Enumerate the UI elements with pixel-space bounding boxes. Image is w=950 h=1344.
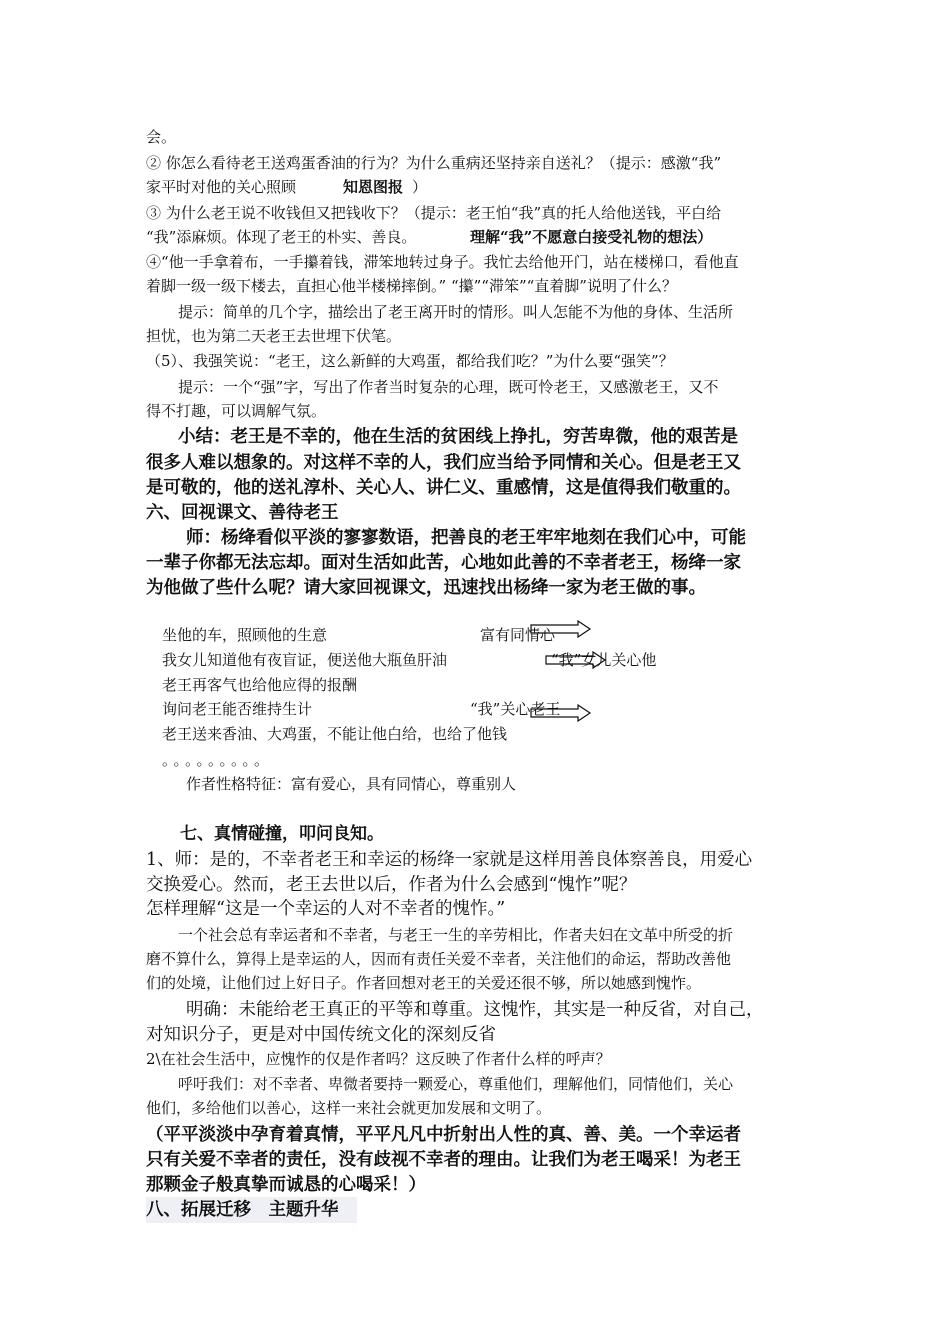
paragraph-text: 他们，多给他们以善心，这样一来社会就更加发展和文明了。 bbox=[146, 1099, 552, 1117]
ellipsis: 。。。。。。。。。 bbox=[162, 751, 274, 769]
list-item: 老王送来香油、大鸡蛋，不能让他白给，也给了他钱 bbox=[162, 725, 508, 743]
text-line: 会。 bbox=[146, 128, 177, 146]
arrow-icon bbox=[530, 704, 592, 722]
text-line: “我”添麻烦。体现了老王的朴实、善良。 bbox=[146, 228, 417, 246]
paragraph-text: 一个社会总有幸运者和不幸者，与老王一生的辛劳相比，作者夫妇在文革中所受的折 bbox=[178, 926, 734, 944]
list-label: “我”女儿关心他 bbox=[551, 651, 657, 669]
list-item: 我女儿知道他有夜盲证，便送他大瓶鱼肝油 bbox=[162, 651, 448, 669]
author-traits: 作者性格特征：富有爱心，具有同情心，尊重别人 bbox=[186, 775, 517, 793]
text-line: 担忧，也为第二天老王去世埋下伏笔。 bbox=[146, 327, 402, 345]
clarify-text: 对知识分子，更是对中国传统文化的深刻反省 bbox=[146, 1025, 496, 1045]
text-line: 怎样理解“这是一个幸运的人对不幸者的愧怍。” bbox=[146, 899, 506, 919]
section-heading-6: 六、回视课文、善待老王 bbox=[146, 503, 339, 523]
conclusion-text: （平平淡淡中孕育着真情，平平凡凡中折射出人性的真、善、美。一个幸运者 bbox=[146, 1125, 741, 1145]
list-item: 询问老王能否维持生计 bbox=[162, 700, 313, 718]
teacher-text: 师：杨绛看似平淡的寥寥数语，把善良的老王牢牢地刻在我们心中，可能 bbox=[186, 528, 746, 548]
paragraph-text: 们的处境，让他们过上好日子。作者回想对老王的关爱还很不够，所以她感到愧怍。 bbox=[146, 974, 702, 992]
list-label: 富有同情心 bbox=[480, 626, 556, 644]
summary-text: 是可敬的，他的送礼淳朴、关心人、讲仁义、重感情，这是值得我们敬重的。 bbox=[146, 478, 741, 498]
text-line: 家平时对他的关心照顾 bbox=[146, 178, 297, 196]
text-line: 交换爱心。然而，老王去世以后，作者为什么会感到“愧怍”呢？ bbox=[146, 875, 637, 895]
section-heading-8: 八、拓展迁移 主题升华 bbox=[146, 1197, 357, 1223]
text-line: 1、师：是的，不幸者老王和幸运的杨绛一家就是这样用善良体察善良，用爱心 bbox=[146, 850, 753, 870]
teacher-text: 一辈子你都无法忘却。面对生活如此苦，心地如此善的不幸者老王，杨绛一家 bbox=[146, 553, 741, 573]
hint-text: 提示：简单的几个字，描绘出了老王离开时的情形。叫人怎能不为他的身体、生活所 bbox=[178, 303, 734, 321]
summary-text: 小结：老王是不幸的，他在生活的贫困线上挣扎，穷苦卑微，他的艰苦是 bbox=[178, 427, 738, 447]
paragraph-text: 磨不算什么，算得上是幸运的人，因而有责任关爱不幸者，关注他们的命运，帮助改善他 bbox=[146, 950, 732, 968]
conclusion-text: 那颗金子般真挚而诚恳的心喝采！） bbox=[146, 1175, 426, 1195]
conclusion-text: 只有关爱不幸者的责任，没有歧视不幸者的理由。让我们为老王喝采！为老王 bbox=[146, 1150, 741, 1170]
list-label: “我”关心老王 bbox=[470, 700, 561, 718]
text-line: 得不打趣，可以调解气氛。 bbox=[146, 402, 327, 420]
clarify-text: 明确：未能给老王真正的平等和尊重。这愧怍，其实是一种反省，对自己， bbox=[186, 1000, 764, 1020]
question-4: ④“他一手拿着布，一手攥着钱，滞笨地转过身子。我忙去给他开门，站在楼梯口，看他直 bbox=[146, 253, 739, 271]
question-3: ③ 为什么老王说不收钱但又把钱收下？（提示：老王怕“我”真的托人给他送钱，平白给 bbox=[146, 204, 722, 222]
paragraph-text: 呼吁我们：对不幸者、卑微者要持一颗爱心，尊重他们，理解他们，同情他们，关心 bbox=[178, 1075, 734, 1093]
question-5: （5）、我强笑说：“老王，这么新鲜的大鸡蛋，都给我们吃？”为什么要“强笑”？ bbox=[146, 352, 674, 370]
list-item: 老王再客气也给他应得的报酬 bbox=[162, 676, 358, 694]
question-2: ② 你怎么看待老王送鸡蛋香油的行为？为什么重病还坚持亲自送礼？（提示：感激“我” bbox=[146, 154, 722, 172]
section-heading-7: 七、真情碰撞，叩问良知。 bbox=[180, 824, 384, 844]
summary-text: 很多人难以想象的。对这样不幸的人，我们应当给予同情和关心。但是老王又 bbox=[146, 453, 741, 473]
list-item: 坐他的车，照顾他的生意 bbox=[162, 626, 328, 644]
bold-note: 理解“我”不愿意白接受礼物的想法） bbox=[470, 228, 713, 246]
text-line: 着脚一级一级下楼去，直担心他半楼梯摔倒。” “攥”“滞笨”“直着脚”说明了什么？ bbox=[146, 277, 677, 295]
bold-note: 知恩图报 bbox=[343, 178, 404, 196]
arrow-icon bbox=[530, 620, 592, 638]
hint-text: 提示：一个“强”字，写出了作者当时复杂的心理，既可怜老王，又感激老王，又不 bbox=[178, 378, 719, 396]
teacher-text: 为他做了些什么呢？请大家回视课文，迅速找出杨绛一家为老王做的事。 bbox=[146, 578, 706, 598]
text-line: ） bbox=[412, 178, 428, 196]
question-text: 2\在社会生活中，应愧怍的仅是作者吗？这反映了作者什么样的呼声？ bbox=[146, 1050, 611, 1068]
